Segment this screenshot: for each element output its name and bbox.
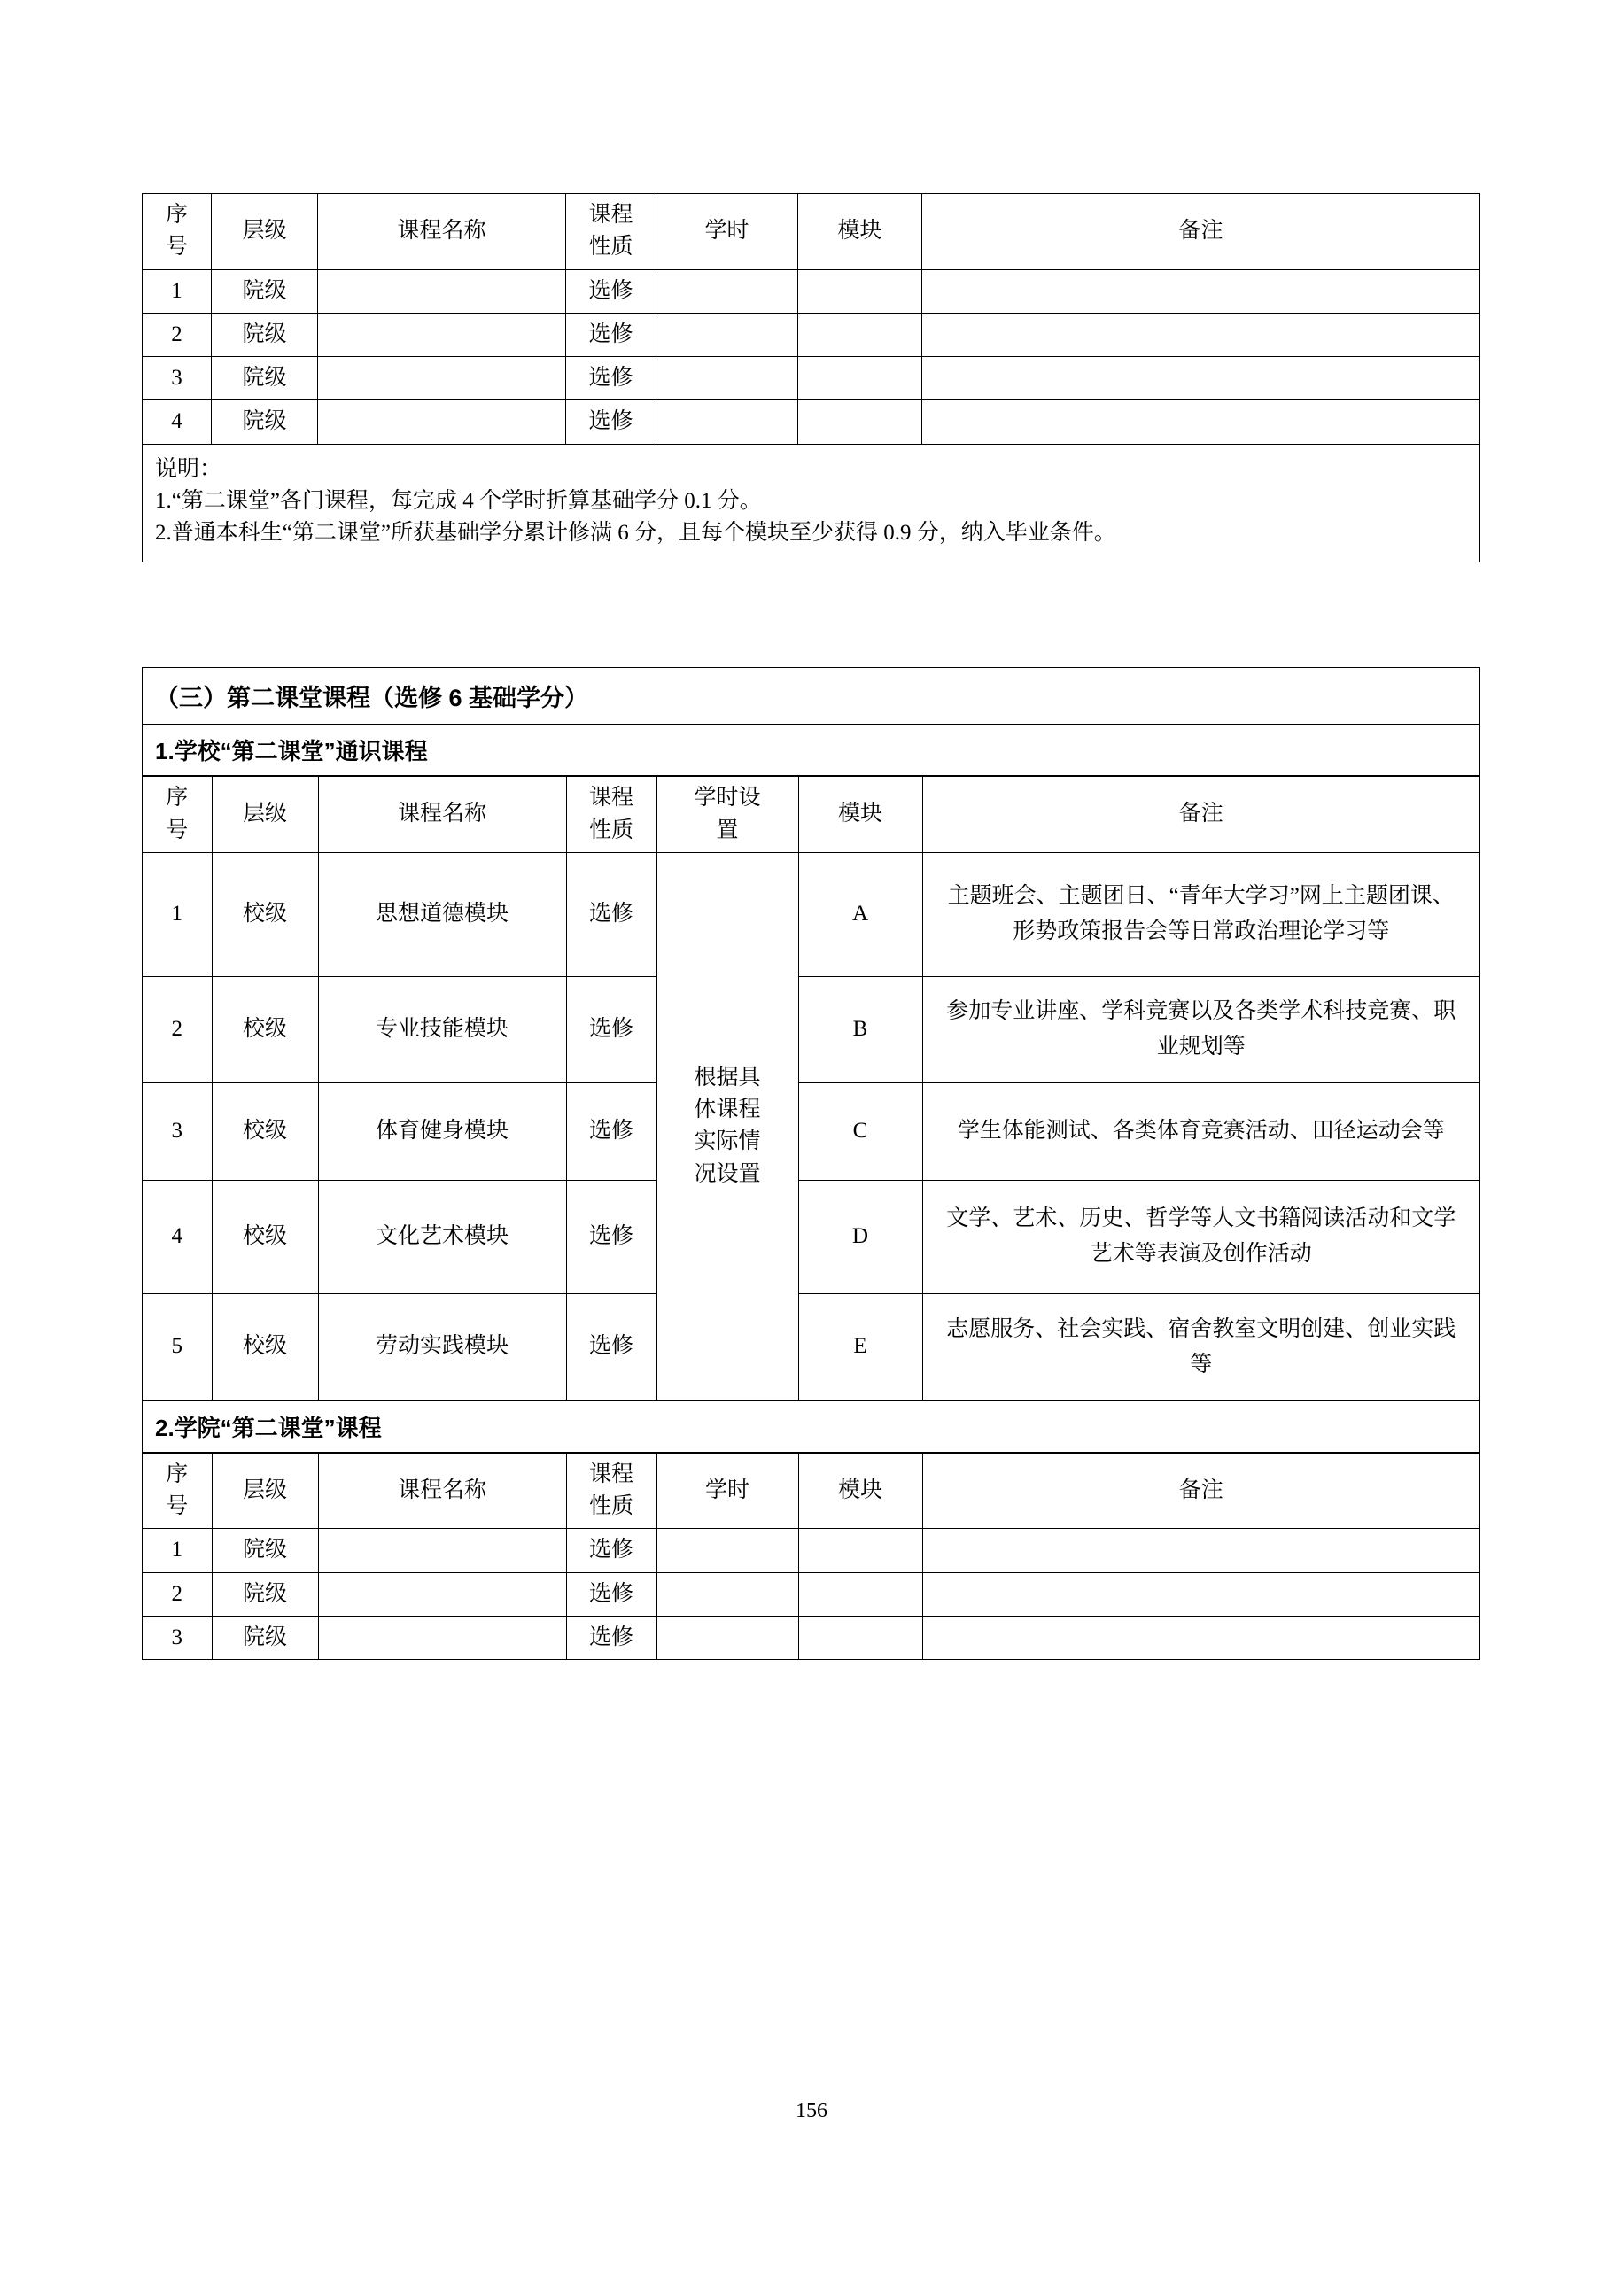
cell-level: 院级 xyxy=(212,357,318,400)
cell-hours-merged: 根据具 体课程 实际情 况设置 xyxy=(656,852,798,1400)
cell-name: 文化艺术模块 xyxy=(318,1180,566,1293)
cell-hours xyxy=(656,400,798,444)
section-three-block xyxy=(142,667,1479,1660)
cell-module xyxy=(798,1616,922,1659)
table-note xyxy=(143,444,1480,562)
cell-remark: 主题班会、主题团日、“青年大学习”网上主题团课、形势政策报告会等日常政治理论学习等 xyxy=(922,852,1479,976)
cell-module xyxy=(798,1572,922,1616)
cell-hours xyxy=(656,1572,798,1616)
cell-seq: 2 xyxy=(143,976,212,1082)
cell-level: 院级 xyxy=(212,400,318,444)
cell-level: 校级 xyxy=(212,1180,318,1293)
cell-level: 校级 xyxy=(212,976,318,1082)
cell-seq: 2 xyxy=(143,313,212,356)
table-header-row xyxy=(143,1453,1479,1529)
table-row xyxy=(143,1180,1479,1293)
cell-nature: 选修 xyxy=(566,357,656,400)
header-remark: 备注 xyxy=(922,1453,1479,1529)
header-name: 课程名称 xyxy=(318,1453,566,1529)
cell-remark: 文学、艺术、历史、哲学等人文书籍阅读活动和文学艺术等表演及创作活动 xyxy=(922,1180,1479,1293)
cell-seq: 3 xyxy=(143,1616,212,1659)
cell-seq: 1 xyxy=(143,852,212,976)
subsection-1-title: 1.学校“第二课堂”通识课程 xyxy=(143,725,1480,776)
cell-seq: 5 xyxy=(143,1293,212,1400)
table-note-row xyxy=(143,444,1480,562)
cell-nature: 选修 xyxy=(566,1180,656,1293)
header-level: 层级 xyxy=(212,777,318,853)
section-title-row xyxy=(143,668,1480,725)
cell-name xyxy=(318,269,566,313)
header-level: 层级 xyxy=(212,194,318,270)
section-title: （三）第二课堂课程（选修 6 基础学分） xyxy=(143,668,1480,725)
header-seq: 序 号 xyxy=(143,1453,212,1529)
cell-module xyxy=(798,269,922,313)
table-row xyxy=(143,852,1479,976)
cell-name xyxy=(318,1529,566,1572)
cell-remark xyxy=(922,1529,1479,1572)
header-hours: 学时设 置 xyxy=(656,777,798,853)
cell-name: 体育健身模块 xyxy=(318,1082,566,1180)
subsection-2-table-wrap xyxy=(143,1452,1480,1659)
table-row xyxy=(143,269,1480,313)
second-classroom-college-course-table-top xyxy=(142,193,1480,562)
cell-hours xyxy=(656,1616,798,1659)
cell-nature: 选修 xyxy=(566,400,656,444)
cell-seq: 4 xyxy=(143,400,212,444)
cell-remark xyxy=(922,357,1480,400)
cell-remark: 志愿服务、社会实践、宿舍教室文明创建、创业实践等 xyxy=(922,1293,1479,1400)
note-line-2: 2.普通本科生“第二课堂”所获基础学分累计修满 6 分，且每个模块至少获得 0.9 分，纳入毕业条件。 xyxy=(155,521,1116,545)
cell-module xyxy=(798,357,922,400)
cell-hours xyxy=(656,357,798,400)
cell-level: 院级 xyxy=(212,1529,318,1572)
subsection-1-table-row xyxy=(143,776,1480,1401)
header-seq: 序 号 xyxy=(143,777,212,853)
header-module: 模块 xyxy=(798,194,922,270)
subsection-2-title: 2.学院“第二课堂”课程 xyxy=(143,1400,1480,1452)
table-header-row xyxy=(143,777,1479,853)
header-level: 层级 xyxy=(212,1453,318,1529)
cell-level: 校级 xyxy=(212,1293,318,1400)
college-second-classroom-course-table xyxy=(143,1453,1479,1659)
table-row xyxy=(143,357,1480,400)
cell-nature: 选修 xyxy=(566,1616,656,1659)
cell-level: 院级 xyxy=(212,1572,318,1616)
cell-nature: 选修 xyxy=(566,976,656,1082)
cell-module: A xyxy=(798,852,922,976)
header-remark: 备注 xyxy=(922,194,1480,270)
cell-module xyxy=(798,313,922,356)
cell-nature: 选修 xyxy=(566,1293,656,1400)
cell-nature: 选修 xyxy=(566,269,656,313)
header-module: 模块 xyxy=(798,1453,922,1529)
cell-level: 校级 xyxy=(212,852,318,976)
table-row xyxy=(143,313,1480,356)
header-hours: 学时 xyxy=(656,194,798,270)
page-number: 156 xyxy=(796,2099,827,2122)
cell-name xyxy=(318,400,566,444)
cell-seq: 1 xyxy=(143,269,212,313)
subsection-1-title-row xyxy=(143,725,1480,776)
cell-nature: 选修 xyxy=(566,1572,656,1616)
subsection-2-table-row xyxy=(143,1452,1480,1659)
cell-level: 校级 xyxy=(212,1082,318,1180)
note-title: 说明： xyxy=(155,456,222,481)
cell-remark: 参加专业讲座、学科竞赛以及各类学术科技竞赛、职业规划等 xyxy=(922,976,1479,1082)
cell-name xyxy=(318,1616,566,1659)
section-three-outer-table xyxy=(142,667,1480,1660)
table-row xyxy=(143,1293,1479,1400)
cell-seq: 2 xyxy=(143,1572,212,1616)
cell-seq: 4 xyxy=(143,1180,212,1293)
cell-remark xyxy=(922,400,1480,444)
page-content xyxy=(142,193,1479,1660)
cell-module: B xyxy=(798,976,922,1082)
cell-hours xyxy=(656,269,798,313)
header-name: 课程名称 xyxy=(318,194,566,270)
header-nature: 课程 性质 xyxy=(566,777,656,853)
table-row xyxy=(143,1616,1479,1659)
cell-name xyxy=(318,357,566,400)
cell-name: 劳动实践模块 xyxy=(318,1293,566,1400)
note-line-1: 1.“第二课堂”各门课程，每完成 4 个学时折算基础学分 0.1 分。 xyxy=(155,488,762,513)
table-row xyxy=(143,976,1479,1082)
subsection-2-title-row xyxy=(143,1400,1480,1452)
cell-name: 专业技能模块 xyxy=(318,976,566,1082)
cell-module xyxy=(798,1529,922,1572)
cell-module: D xyxy=(798,1180,922,1293)
header-name: 课程名称 xyxy=(318,777,566,853)
cell-level: 院级 xyxy=(212,269,318,313)
cell-remark: 学生体能测试、各类体育竞赛活动、田径运动会等 xyxy=(922,1082,1479,1180)
cell-hours xyxy=(656,1529,798,1572)
subsection-1-table-wrap xyxy=(143,776,1480,1401)
header-nature: 课程 性质 xyxy=(566,194,656,270)
cell-name xyxy=(318,1572,566,1616)
cell-module xyxy=(798,400,922,444)
header-seq: 序 号 xyxy=(143,194,212,270)
cell-nature: 选修 xyxy=(566,1082,656,1180)
cell-hours xyxy=(656,313,798,356)
cell-level: 院级 xyxy=(212,1616,318,1659)
table-row xyxy=(143,1082,1479,1180)
cell-remark xyxy=(922,313,1480,356)
header-hours: 学时 xyxy=(656,1453,798,1529)
cell-level: 院级 xyxy=(212,313,318,356)
header-remark: 备注 xyxy=(922,777,1479,853)
cell-remark xyxy=(922,1616,1479,1659)
table-row xyxy=(143,1572,1479,1616)
header-module: 模块 xyxy=(798,777,922,853)
cell-nature: 选修 xyxy=(566,1529,656,1572)
cell-seq: 1 xyxy=(143,1529,212,1572)
cell-nature: 选修 xyxy=(566,852,656,976)
cell-name: 思想道德模块 xyxy=(318,852,566,976)
cell-remark xyxy=(922,1572,1479,1616)
cell-module: E xyxy=(798,1293,922,1400)
cell-name xyxy=(318,313,566,356)
cell-module: C xyxy=(798,1082,922,1180)
cell-seq: 3 xyxy=(143,1082,212,1180)
cell-remark xyxy=(922,269,1480,313)
table-row xyxy=(143,400,1480,444)
cell-nature: 选修 xyxy=(566,313,656,356)
header-nature: 课程 性质 xyxy=(566,1453,656,1529)
table-header-row xyxy=(143,194,1480,270)
table-row xyxy=(143,1529,1479,1572)
cell-seq: 3 xyxy=(143,357,212,400)
school-general-course-table xyxy=(143,776,1479,1400)
